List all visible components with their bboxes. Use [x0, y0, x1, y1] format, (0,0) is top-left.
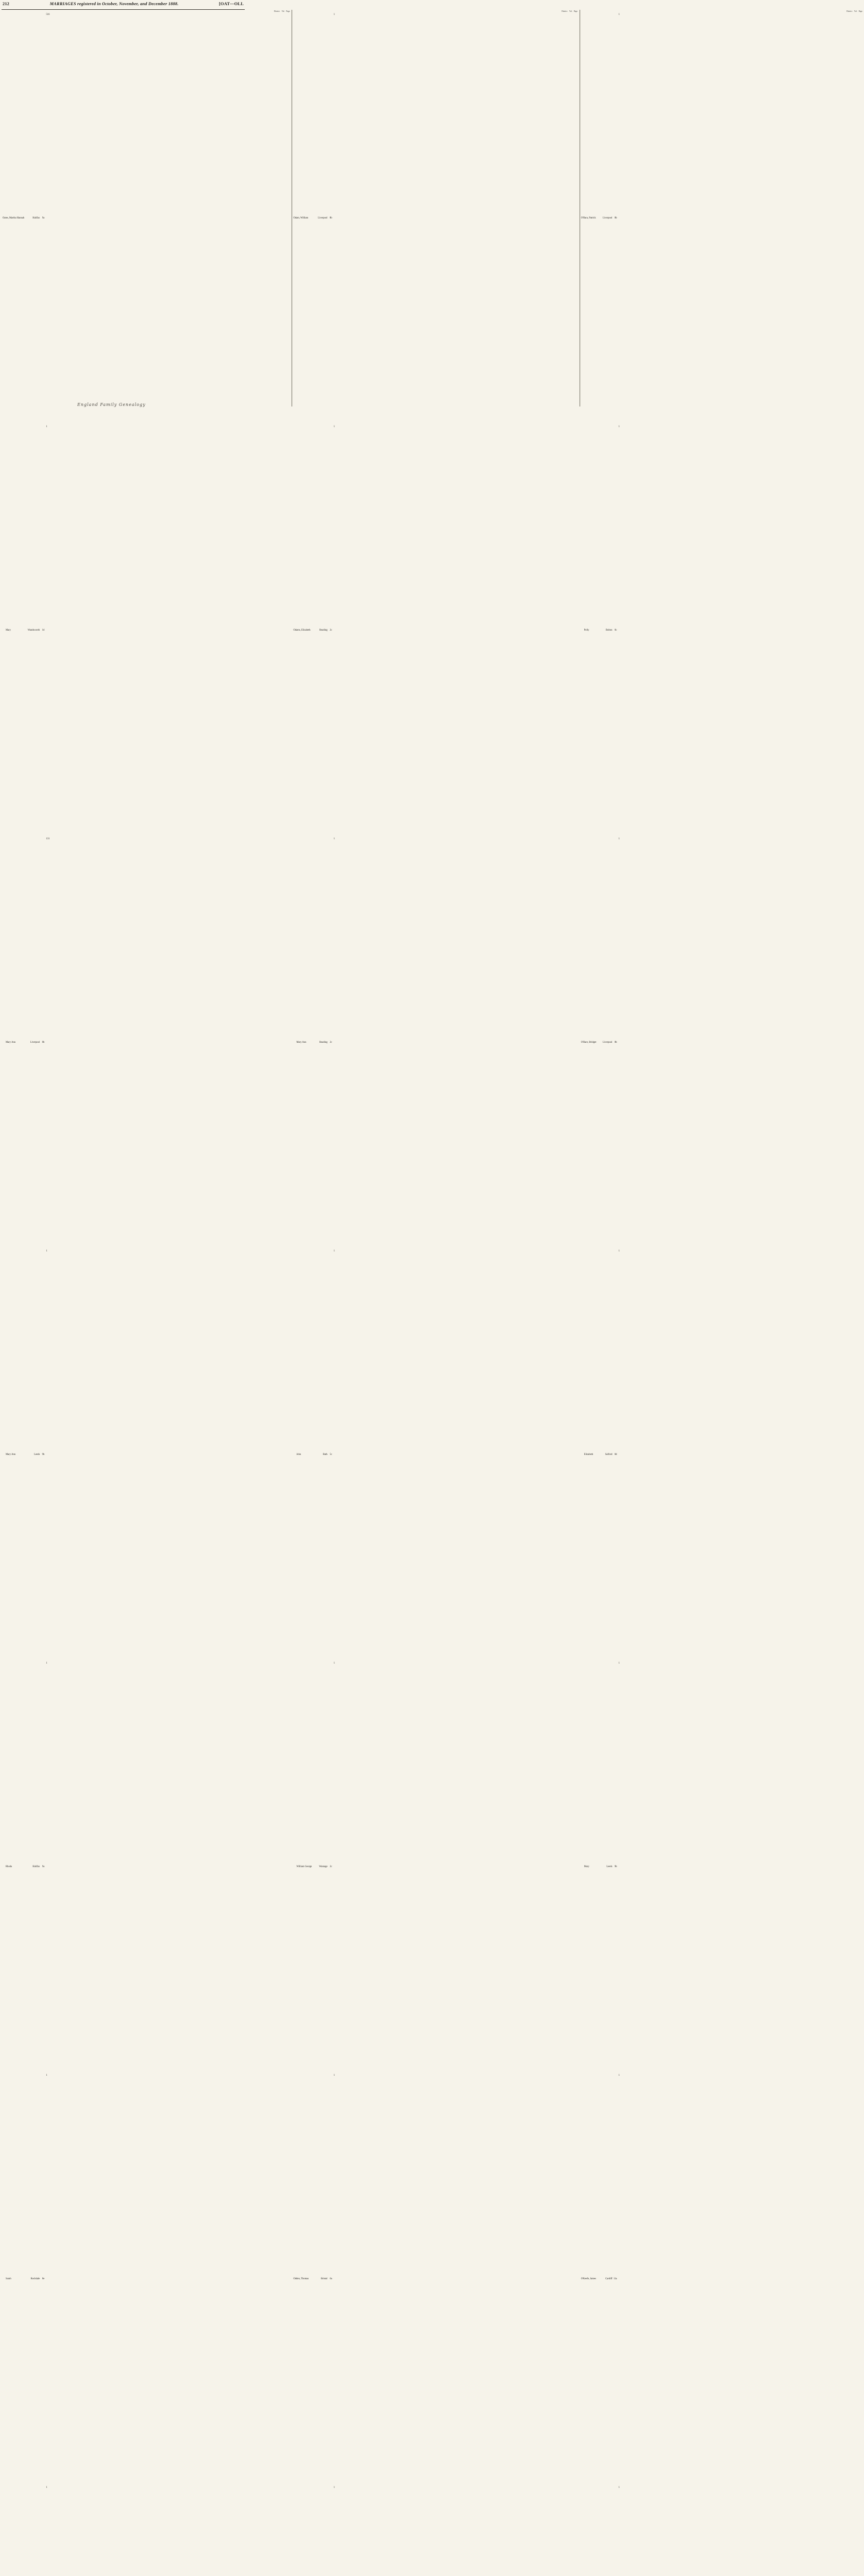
page-heading: Page. [573, 10, 578, 12]
register-entry [3, 12, 291, 425]
entry-name: Elizabeth [584, 1453, 594, 1456]
entry-name: O'Hare, Bridget [581, 1041, 597, 1044]
entry-district: Rochdale [30, 2277, 40, 2280]
entry-volume: 8b [614, 216, 617, 219]
entry-volume: 8b [42, 1041, 45, 1044]
entry-volume: 9a [42, 216, 45, 219]
register-columns [2, 10, 863, 2489]
register-entry [3, 837, 291, 1249]
register-entry [3, 1249, 291, 1661]
entry-page: 1 [618, 426, 620, 428]
register-column-3 [580, 10, 864, 2489]
entry-page: 516 [46, 13, 50, 16]
entry-volume: 5c [330, 1453, 332, 1456]
register-entry [293, 1249, 578, 1661]
entry-volume: 8d [614, 1453, 617, 1456]
register-entry [3, 2073, 291, 2485]
entry-page: 1 [46, 426, 47, 428]
entry-district: Leeds [34, 1453, 40, 1456]
vol-heading: Vol. [281, 10, 285, 12]
entry-page: 1 [333, 426, 335, 428]
handwritten-annotation: England Family Genealogy [77, 402, 146, 407]
entry-name: Polly [584, 629, 589, 632]
register-entry [581, 2485, 863, 2576]
register-entry [293, 1661, 578, 2073]
entry-page: 1 [618, 838, 620, 840]
entry-list [3, 12, 291, 2576]
entry-volume: 11a [613, 2277, 617, 2280]
register-entry [581, 12, 863, 425]
entry-volume: 2c [330, 1865, 332, 1868]
entry-volume: 8c [615, 629, 617, 632]
register-entry [581, 1249, 863, 1661]
entry-district: Liverpool [318, 216, 328, 219]
entry-page: 1 [46, 2486, 47, 2489]
entry-page: 1 [333, 1662, 335, 1665]
entry-volume: 9a [42, 1865, 45, 1868]
register-entry [293, 425, 578, 837]
entry-district: Reading [319, 1041, 328, 1044]
entry-page: 1 [618, 1250, 620, 1252]
entry-volume: 2c [330, 1041, 332, 1044]
entry-name: O'Hara, Patrick [581, 216, 596, 219]
entry-district: Liverpool [30, 1041, 40, 1044]
entry-volume: 9b [614, 1865, 617, 1868]
index-range: [OAT—OLL [219, 2, 244, 6]
register-column-2 [292, 10, 580, 2489]
entry-district: Reading [319, 629, 328, 632]
register-entry [293, 837, 578, 1249]
entry-name: Mary Ann [6, 1453, 16, 1456]
entry-page: 1 [46, 2074, 47, 2077]
entry-name: Mary [6, 629, 11, 632]
entry-page: 1 [46, 1250, 47, 1252]
entry-volume: 1d [42, 629, 45, 632]
entry-page: 1 [333, 838, 335, 840]
entry-name: Mary [584, 1865, 589, 1868]
entry-page: 1 [333, 1250, 335, 1252]
entry-district: Halifax [32, 1865, 40, 1868]
entry-district: Liverpool [602, 216, 613, 219]
entry-page: 1 [333, 13, 335, 16]
entry-page: 1 [618, 1662, 620, 1665]
page-number: 212 [3, 2, 10, 6]
entry-district: Wandsworth [27, 629, 40, 632]
entry-district: Halifax [32, 216, 40, 219]
entry-page: 1 [618, 2486, 620, 2489]
entry-page: 1 [46, 1662, 47, 1665]
entry-name: Odam, William [293, 216, 309, 219]
vol-heading: Vol. [569, 10, 572, 12]
entry-name: Odams, Elizabeth [293, 629, 311, 632]
entry-volume: 8e [42, 2277, 45, 2280]
district-heading: District. [846, 10, 853, 12]
page-title: MARRIAGES registered in October, November, and December 1888. [49, 2, 179, 6]
register-entry [3, 1661, 291, 2073]
entry-volume: 8b [329, 216, 332, 219]
entry-name: John [296, 1453, 301, 1456]
entry-page: 1 [618, 2074, 620, 2077]
entry-name: Oates, Martha Hannah [3, 216, 25, 219]
register-entry [293, 2073, 578, 2485]
entry-name: Mary Ann [6, 1041, 16, 1044]
entry-district: Leeds [606, 1865, 613, 1868]
entry-page: 1 [333, 2074, 335, 2077]
entry-name: Sarah [6, 2277, 11, 2280]
entry-district: Cardiff [605, 2277, 613, 2280]
register-entry [293, 2485, 578, 2576]
vol-heading: Vol. [854, 10, 857, 12]
entry-district: Bolton [605, 629, 613, 632]
entry-name: Rhoda [6, 1865, 12, 1868]
entry-district: Liverpool [602, 1041, 613, 1044]
entry-district: Bristol [320, 2277, 328, 2280]
entry-district: Bath [323, 1453, 328, 1456]
page-header [2, 2, 245, 10]
register-entry [581, 837, 863, 1249]
page-heading: Page. [858, 10, 863, 12]
entry-name: Odden, Thomas [293, 2277, 309, 2280]
district-heading: District. [274, 10, 280, 12]
entry-district: Salford [605, 1453, 613, 1456]
page-heading: Page. [286, 10, 291, 12]
register-column-1 [2, 10, 292, 2489]
register-entry [581, 2073, 863, 2485]
district-heading: District. [562, 10, 568, 12]
register-entry [293, 12, 578, 425]
entry-list [581, 12, 863, 2576]
entry-name: William George [296, 1865, 312, 1868]
entry-page: 131 [46, 838, 50, 840]
entry-name: O'Keefe, James [581, 2277, 596, 2280]
entry-page: 1 [333, 2486, 335, 2489]
register-entry [3, 2485, 291, 2576]
entry-volume: 9b [42, 1453, 45, 1456]
register-entry [3, 425, 291, 837]
register-entry [581, 1661, 863, 2073]
entry-volume: 8b [614, 1041, 617, 1044]
entry-district: Wantage [319, 1865, 328, 1868]
entry-name: Mary Ann [296, 1041, 307, 1044]
entry-volume: 2c [330, 629, 332, 632]
register-entry [581, 425, 863, 837]
entry-list [293, 12, 578, 2576]
entry-volume: 6a [330, 2277, 332, 2280]
entry-page: 1 [618, 13, 620, 16]
